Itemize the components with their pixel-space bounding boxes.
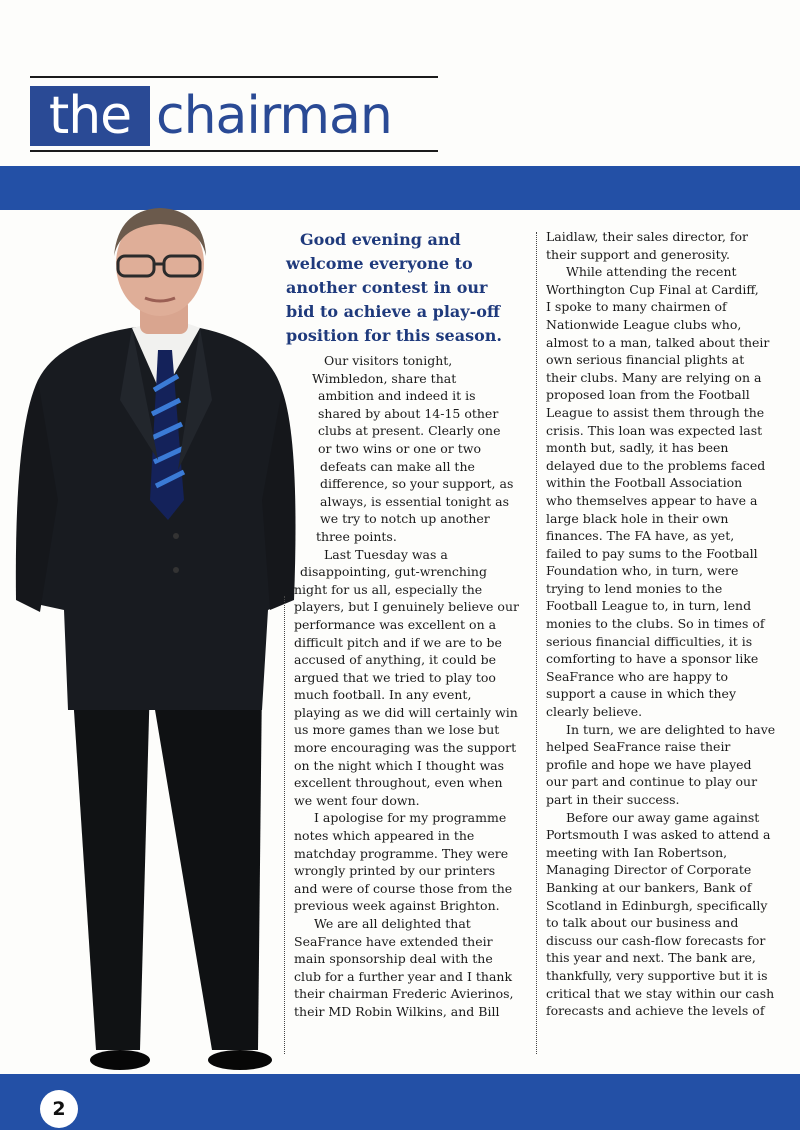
text-line: club for a further year and I thank <box>294 968 513 984</box>
text-line: clearly believe. <box>546 704 643 720</box>
column-divider-left <box>284 596 285 1054</box>
text-line: excellent throughout, even when <box>294 775 503 791</box>
text-line: meeting with Ian Robertson, <box>546 844 728 860</box>
text-line: Worthington Cup Final at Cardiff, <box>546 281 759 297</box>
text-line: helped SeaFrance raise their <box>546 739 731 755</box>
masthead-rule-bottom <box>30 150 438 152</box>
paragraph <box>546 263 782 720</box>
paragraph <box>294 352 532 546</box>
article-column-1 <box>294 352 532 1021</box>
text-line: Portsmouth I was asked to attend a <box>546 827 771 843</box>
text-line: Laidlaw, their sales director, for <box>546 229 749 244</box>
text-line: who themselves appear to have a <box>546 492 758 508</box>
text-line: Banking at our bankers, Bank of <box>546 879 752 895</box>
text-line: their clubs. Many are relying on a <box>546 369 762 385</box>
text-line: within the Football Association <box>546 475 743 491</box>
text-line: trying to lend monies to the <box>546 580 723 596</box>
text-line: to talk about our business and <box>546 915 739 931</box>
text-line: I apologise for my programme <box>314 810 507 826</box>
text-line: previous week against Brighton. <box>294 898 500 914</box>
text-line: their MD Robin Wilkins, and Bill <box>294 1003 500 1019</box>
text-line: playing as we did will certainly win <box>294 704 518 720</box>
masthead-the: the <box>30 86 150 146</box>
text-line: always, is essential tonight as <box>320 493 510 509</box>
text-line: and were of course those from the <box>294 880 513 896</box>
text-line: we try to notch up another <box>320 511 490 527</box>
text-line: Our visitors tonight, <box>324 353 453 368</box>
text-line: clubs at present. Clearly one <box>318 423 501 439</box>
intro-line: position for this season. <box>286 326 502 345</box>
bottom-color-band <box>0 1074 800 1130</box>
text-line: Football League to, in turn, lend <box>546 598 752 614</box>
text-line: main sponsorship deal with the <box>294 951 493 967</box>
text-line: players, but I genuinely believe our <box>294 599 519 615</box>
text-line: While attending the recent <box>566 264 737 280</box>
intro-line: welcome everyone to <box>286 254 473 273</box>
text-line: Nationwide League clubs who, <box>546 316 742 332</box>
text-line: monies to the clubs. So in times of <box>546 616 765 632</box>
text-line: this year and next. The bank are, <box>546 950 756 966</box>
text-line: Last Tuesday was a <box>324 546 448 562</box>
text-line: ambition and indeed it is <box>318 388 476 404</box>
text-line: delayed due to the problems faced <box>546 457 766 473</box>
paragraph <box>546 228 782 263</box>
text-line: night for us all, especially the <box>294 581 483 597</box>
text-line: difference, so your support, as <box>320 476 514 492</box>
text-line: comforting to have a sponsor like <box>546 651 759 667</box>
text-line: support a cause in which they <box>546 686 737 702</box>
text-line: critical that we stay within our cash <box>546 985 775 1001</box>
text-line: us more games than we lose but <box>294 722 500 738</box>
paragraph <box>294 915 532 1021</box>
text-line: SeaFrance who are happy to <box>546 668 729 684</box>
text-line: argued that we tried to play too <box>294 669 496 685</box>
text-line: notes which appeared in the <box>294 828 475 844</box>
text-line: part in their success. <box>546 792 680 807</box>
text-line: performance was excellent on a <box>294 616 497 632</box>
text-line: League to assist them through the <box>546 404 765 420</box>
paragraph <box>294 546 532 810</box>
column-divider-right <box>536 232 537 1054</box>
article-column-2 <box>546 228 782 1020</box>
text-line: We are all delighted that <box>314 916 471 931</box>
paragraph <box>294 809 532 915</box>
text-line: almost to a man, talked about their <box>546 334 770 350</box>
text-line: disappointing, gut-wrenching <box>300 564 487 580</box>
paragraph <box>546 809 782 1020</box>
chairman-photo <box>0 200 300 1080</box>
text-line: month but, sadly, it has been <box>546 440 729 456</box>
text-line: accused of anything, it could be <box>294 652 496 668</box>
text-line: more encouraging was the support <box>294 740 517 756</box>
text-line: we went four down. <box>294 792 420 808</box>
text-line: proposed loan from the Football <box>546 387 750 403</box>
intro-line: bid to achieve a play-off <box>286 302 501 321</box>
text-line: their chairman Frederic Avierinos, <box>294 986 514 1002</box>
text-line: discuss our cash-flow forecasts for <box>546 932 766 948</box>
text-line: SeaFrance have extended their <box>294 933 493 949</box>
intro-line: another contest in our <box>286 278 488 297</box>
text-line: In turn, we are delighted to have <box>566 721 776 737</box>
text-line: wrongly printed by our printers <box>294 863 496 879</box>
text-line: Managing Director of Corporate <box>546 862 752 878</box>
masthead-rule-top <box>30 76 438 78</box>
text-line: Foundation who, in turn, were <box>546 563 739 579</box>
text-line: profile and hope we have played <box>546 756 752 772</box>
text-line: crisis. This loan was expected last <box>546 422 763 438</box>
intro-heading <box>286 228 522 348</box>
text-line: shared by about 14-15 other <box>318 405 499 421</box>
text-line: forecasts and achieve the levels of <box>546 1003 765 1019</box>
text-line: on the night which I thought was <box>294 757 505 773</box>
text-line: serious financial difficulties, it is <box>546 633 753 649</box>
text-line: finances. The FA have, as yet, <box>546 528 735 544</box>
masthead-chairman: chairman <box>156 86 392 146</box>
text-line: large black hole in their own <box>546 510 729 526</box>
text-line: thankfully, very supportive but it is <box>546 967 768 983</box>
text-line: failed to pay sums to the Football <box>546 545 758 561</box>
text-line: own serious financial plights at <box>546 352 745 368</box>
text-line: Before our away game against <box>566 809 760 825</box>
text-line: their support and generosity. <box>546 246 731 262</box>
text-line: Wimbledon, share that <box>312 370 457 386</box>
text-line: three points. <box>316 528 397 544</box>
intro-line: Good evening and <box>300 230 461 249</box>
text-line: our part and continue to play our <box>546 774 758 790</box>
page-number: 2 <box>40 1090 78 1128</box>
text-line: difficult pitch and if we are to be <box>294 634 502 650</box>
paragraph <box>546 721 782 809</box>
text-line: Scotland in Edinburgh, specifically <box>546 897 768 913</box>
text-line: I spoke to many chairmen of <box>546 299 727 315</box>
text-line: or two wins or one or two <box>318 440 481 456</box>
text-line: much football. In any event, <box>294 687 472 703</box>
text-line: defeats can make all the <box>320 458 475 474</box>
text-line: matchday programme. They were <box>294 845 509 861</box>
